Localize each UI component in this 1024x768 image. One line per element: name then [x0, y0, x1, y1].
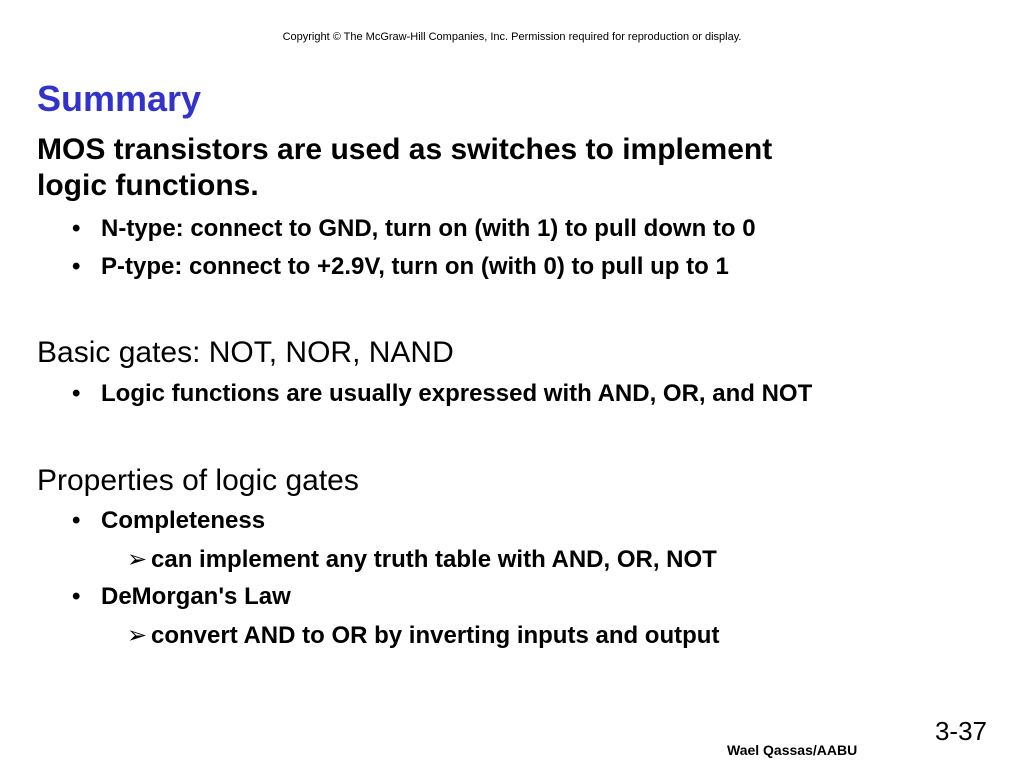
bullet-text: DeMorgan's Law: [101, 583, 291, 610]
bullet-text: P-type: connect to +2.9V, turn on (with 0) to pull up to 1: [101, 253, 729, 280]
sub-bullet-item: [127, 545, 717, 574]
bullet-dot-icon: •: [72, 583, 81, 610]
arrow-bullet-icon: ➢: [127, 622, 148, 649]
bullet-item: [72, 253, 729, 281]
arrow-bullet-icon: ➢: [127, 546, 148, 573]
bullet-item: [72, 507, 265, 535]
bullet-dot-icon: •: [72, 253, 81, 280]
section-heading-line: Basic gates: NOT, NOR, NAND: [37, 336, 454, 369]
sub-bullet-text: can implement any truth table with AND, OR, NOT: [151, 546, 717, 573]
sub-bullet-item: [127, 621, 719, 650]
bullet-item: [72, 215, 756, 243]
bullet-item: [72, 583, 291, 611]
bullet-dot-icon: •: [72, 215, 81, 242]
page-number: 3-37: [934, 716, 987, 746]
bullet-text: N-type: connect to GND, turn on (with 1) to pull down to 0: [101, 215, 756, 242]
bullet-text: Logic functions are usually expressed with AND, OR, and NOT: [101, 380, 813, 407]
bullet-dot-icon: •: [72, 380, 81, 407]
section-heading-line: logic functions.: [37, 169, 259, 202]
copyright-notice: Copyright © The McGraw-Hill Companies, Inc. Permission required for reproduction or display.: [282, 31, 742, 43]
bullet-item: [72, 380, 812, 408]
bullet-text: Completeness: [101, 507, 266, 534]
sub-bullet-text: convert AND to OR by inverting inputs and output: [151, 622, 720, 649]
bullet-dot-icon: •: [72, 507, 81, 534]
slide-title: Summary: [37, 78, 202, 119]
section-heading-line: MOS transistors are used as switches to implement: [37, 133, 773, 166]
author-credit: Wael Qassas/AABU: [727, 742, 858, 758]
section-heading-line: Properties of logic gates: [37, 464, 359, 497]
